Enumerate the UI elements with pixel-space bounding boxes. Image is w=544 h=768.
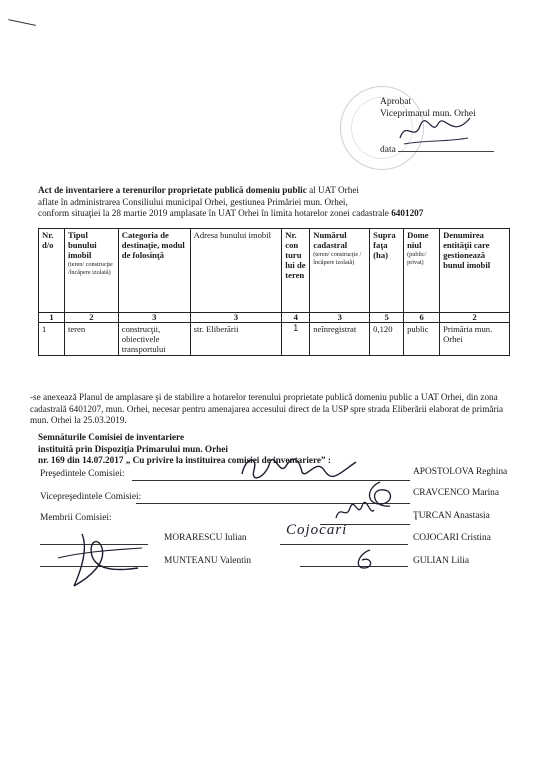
president-label: Preşedintele Comisiei: [40, 469, 125, 479]
vice-name: CRAVCENCO Marina [413, 488, 500, 498]
table-cell: 0,120 [370, 323, 404, 356]
column-number: 1 [39, 313, 65, 323]
member3-line [280, 544, 408, 545]
table-cell: str. Eliberării [190, 323, 282, 356]
member5-signature [350, 548, 380, 572]
member3-name: COJOCARI Cristina [413, 533, 491, 543]
title-line-1 [38, 185, 508, 197]
column-number: 5 [370, 313, 404, 323]
annex-note: -se anexează Planul de amplasare şi de stabilire a hotarelor terenului proprietate publică domeniu public a UAT Orhei, din zona cadastrală 6401207, mun. Orhei, necesar pentru amenajarea accesului direct de la USP spre strada Eliberării elaborat de primăria mun. Orhei la 25.03.2019. [30, 392, 504, 425]
column-number-row [39, 313, 510, 323]
title-line-2: aflate în administrarea Consiliului municipal Orhei, gestiunea Primăriei mun. Orhei, [38, 196, 348, 207]
title-bold: Act de inventariere a terenurilor proprietate publică domeniu public [38, 185, 307, 195]
member2-member4-signature [52, 528, 148, 598]
commission-line-3: nr. 169 din 14.07.2017 „ Cu privire la instituirea comisiei de inventariere” : [38, 455, 331, 465]
approver-title: Viceprimarul mun. Orhei [380, 109, 476, 119]
approved-label: Aprobat [380, 97, 412, 107]
table-cell: construcţii, obiectivele transportului [118, 323, 190, 356]
title-line-3 [38, 208, 508, 220]
header-cell: Categoria de destinaţie, modul de folosinţă [118, 229, 190, 313]
president-name: APOSTOLOVA Reghina [413, 467, 508, 477]
corner-mark [8, 19, 36, 26]
header-cell: Nr. con turu lui de teren [282, 229, 310, 313]
document-title [38, 185, 508, 220]
column-number: 3 [190, 313, 282, 323]
column-number: 2 [440, 313, 510, 323]
member5-name: GULIAN Lilia [413, 556, 469, 566]
commission-line-1: Semnăturile Comisiei de inventariere [38, 432, 185, 442]
table-cell: 1 [282, 323, 310, 356]
table-row [39, 323, 510, 356]
table-cell: teren [64, 323, 118, 356]
header-cell: Tipul bunului imobil (teren/ construcţie /încăpere izolată) [64, 229, 118, 313]
member2-name: MORARESCU Iulian [164, 533, 247, 543]
column-number: 3 [118, 313, 190, 323]
commission-line-2: instituită prin Dispoziţia Primarului mun. Orhei [38, 443, 228, 454]
table-header-row [39, 229, 510, 313]
header-cell: Dome niul (public/ privat) [404, 229, 440, 313]
inventory-table [38, 228, 510, 356]
header-cell: Adresa bunului imobil [190, 229, 282, 313]
column-number: 6 [404, 313, 440, 323]
vice-label: Vicepreşedintele Comisiei: [40, 492, 142, 502]
president-signature [236, 452, 366, 484]
table-cell: 1 [39, 323, 65, 356]
table-cell: Primăria mun. Orhei [440, 323, 510, 356]
column-number: 2 [64, 313, 118, 323]
member1-name: ŢURCAN Anastasia [413, 511, 490, 521]
header-cell: Supra faţa (ha) [370, 229, 404, 313]
table-cell: neînregistrat [310, 323, 370, 356]
header-cell: Nr. d/o [39, 229, 65, 313]
column-number: 3 [310, 313, 370, 323]
column-number: 4 [282, 313, 310, 323]
date-label: data [380, 145, 396, 155]
table-cell: public [404, 323, 440, 356]
member4-name: MUNTEANU Valentin [164, 556, 252, 566]
header-cell: Numărul cadastral (teren/ construcţie /încăpere izolată) [310, 229, 370, 313]
title-rest: al UAT Orhei [306, 185, 359, 195]
members-label: Membrii Comisiei: [40, 513, 112, 523]
header-cell: Denumirea entităţii care gestionează bunul imobil [440, 229, 510, 313]
approver-signature [396, 112, 476, 150]
member3-handwritten-signature: Cojocari [286, 522, 348, 538]
title-line-3-text: conform situaţiei la 28 martie 2019 amplasate în UAT Orhei în limita hotarelor zonei cadastrale [38, 208, 392, 218]
date-line [398, 151, 494, 152]
cadastral-zone: 6401207 [391, 208, 424, 218]
